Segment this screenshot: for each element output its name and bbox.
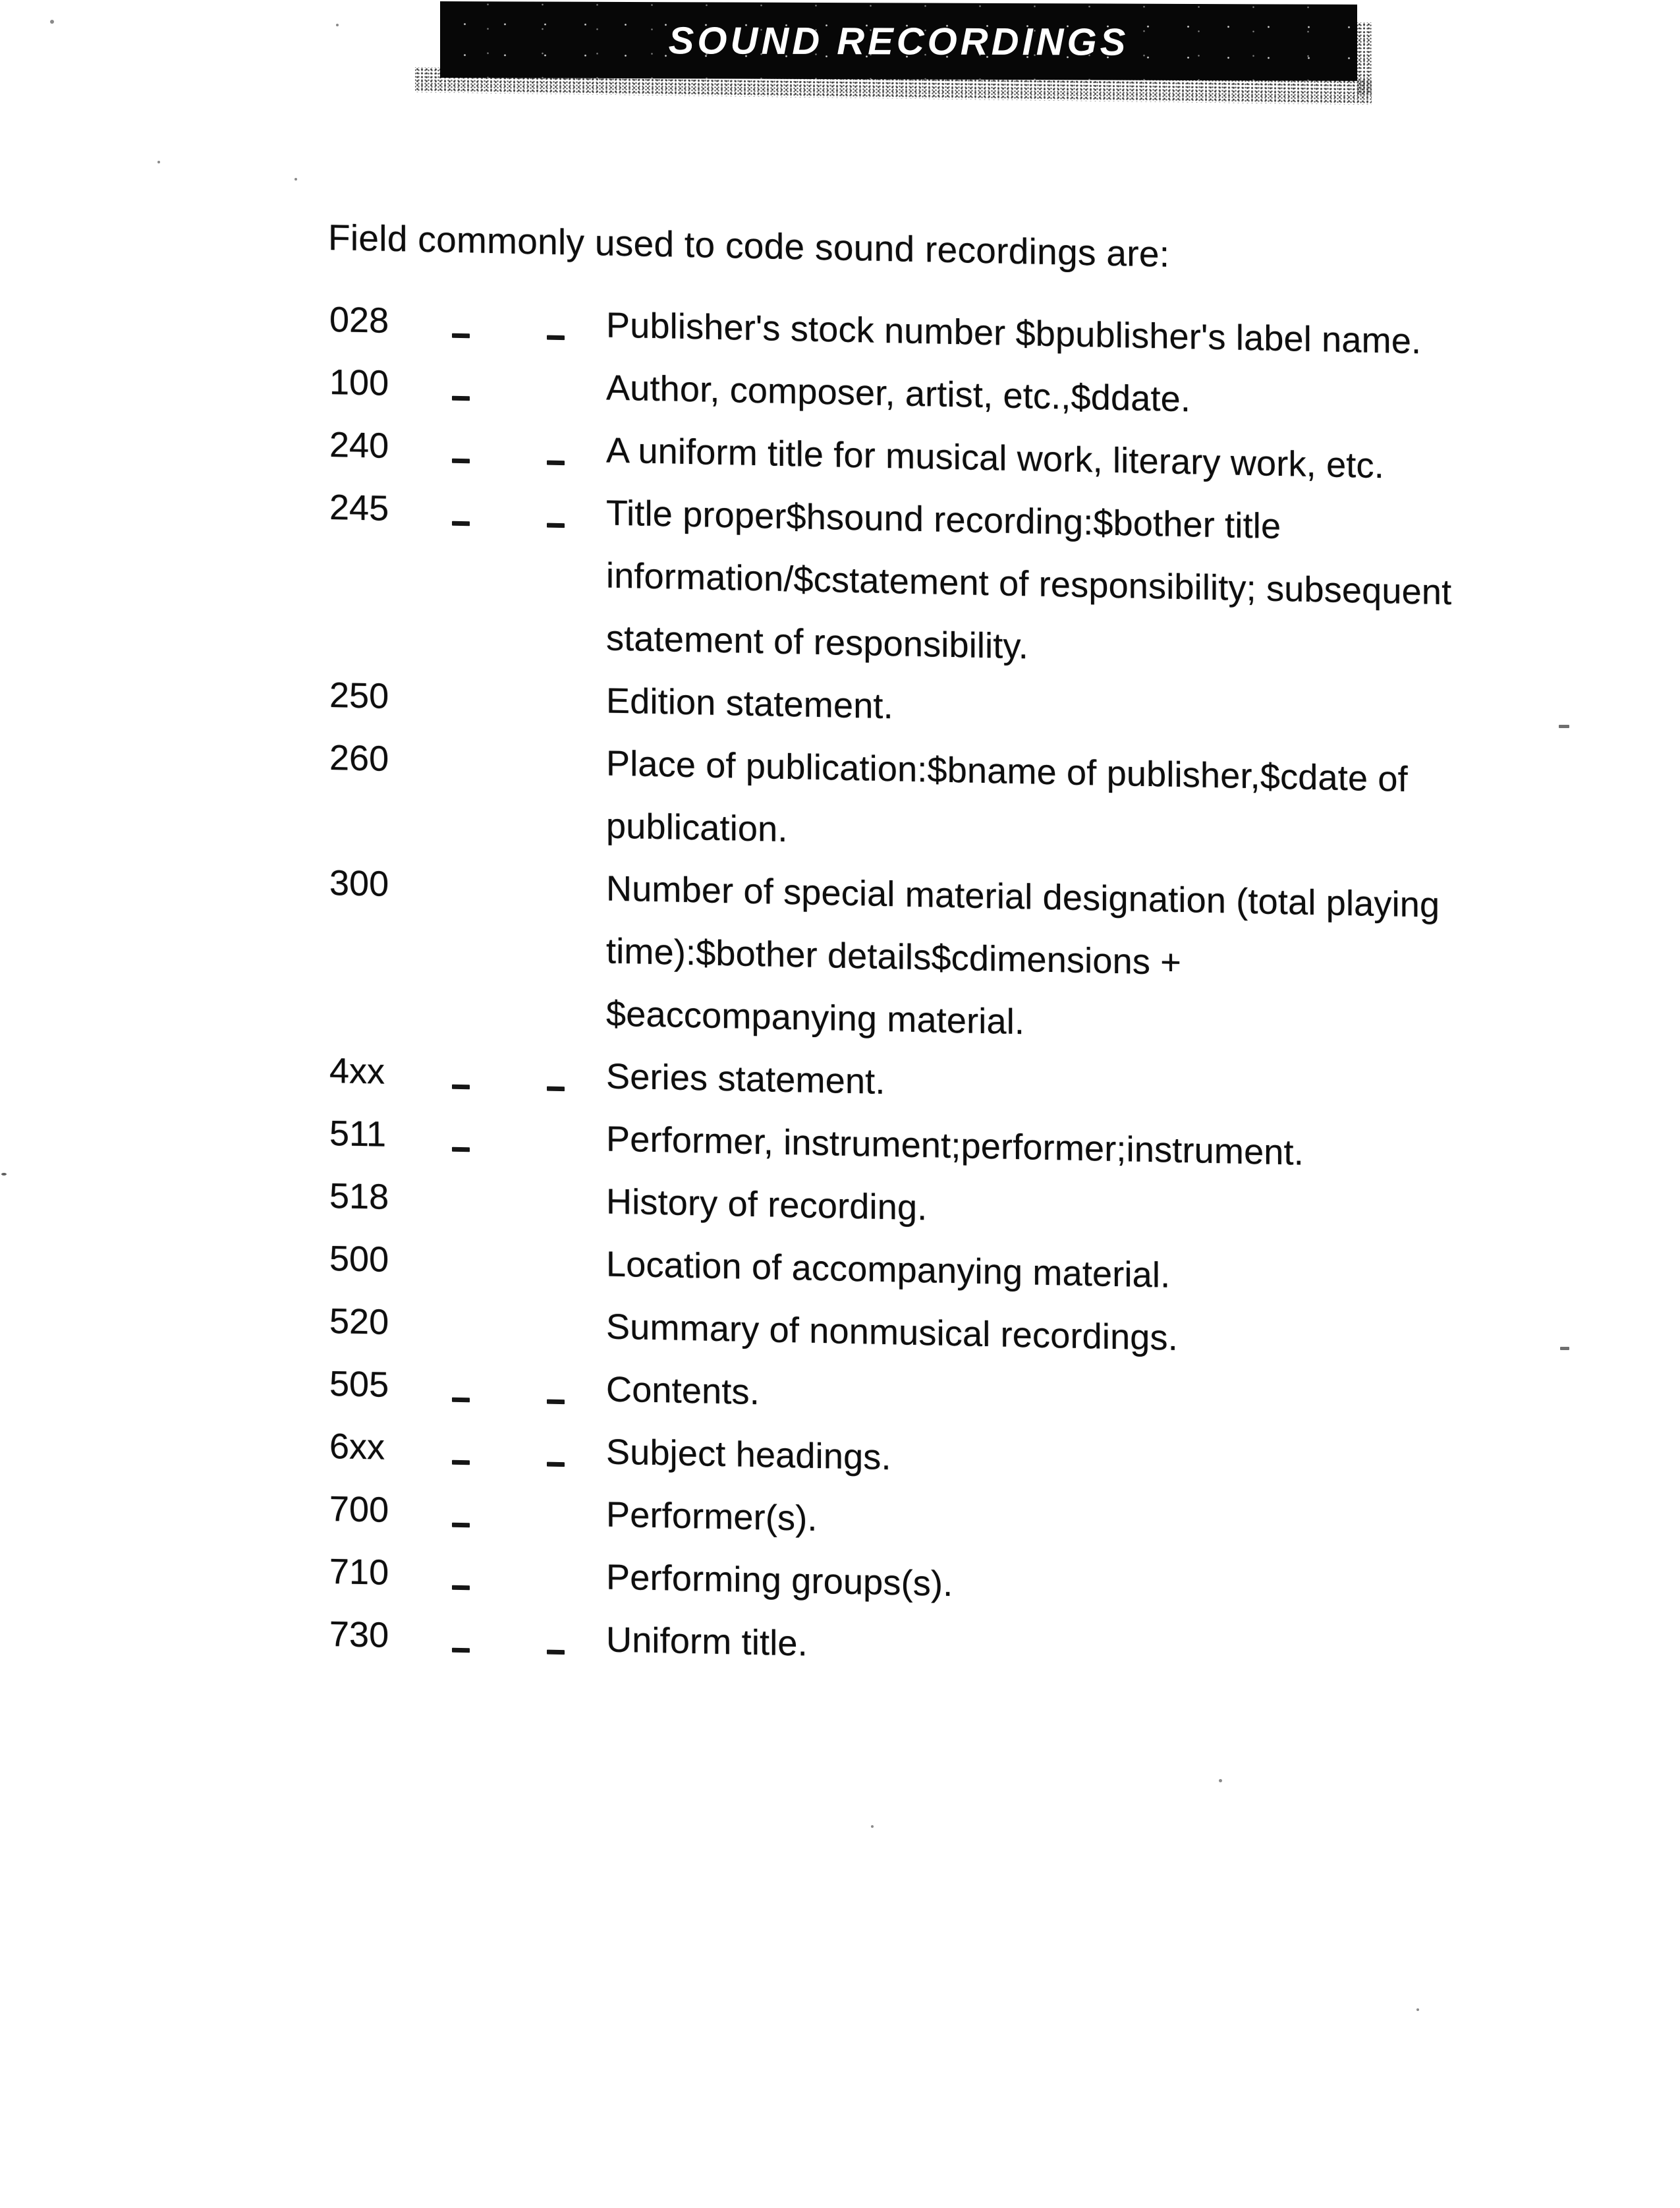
- field-description-line: Summary of nonmusical recordings.: [606, 1307, 1178, 1358]
- indicator-underscore: [452, 521, 470, 526]
- field-description-line: Location of accompanying material.: [606, 1244, 1171, 1295]
- field-description-line: A uniform title for musical work, literary work, etc.: [606, 430, 1384, 486]
- field-tag: 300: [329, 863, 389, 904]
- scan-speck: [1, 1173, 7, 1175]
- indicator-underscore: [547, 1087, 565, 1092]
- field-tag: 6xx: [329, 1427, 385, 1467]
- field-description-line: Author, composer, artist, etc.,$ddate.: [606, 368, 1191, 420]
- field-description-line: statement of responsibility.: [606, 618, 1028, 667]
- field-description-line: Contents.: [606, 1369, 760, 1413]
- field-tag: 511: [329, 1114, 387, 1154]
- indicator-underscore: [452, 1398, 470, 1403]
- field-description-line: publication.: [606, 806, 788, 850]
- indicator-underscore: [547, 523, 565, 528]
- indicator-underscore: [452, 333, 470, 339]
- field-tag: 4xx: [329, 1051, 385, 1092]
- field-description-line: Edition statement.: [606, 681, 893, 727]
- field-description-line: Series statement.: [606, 1056, 885, 1102]
- field-description-line: time):$bother details$cdimensions +: [606, 931, 1181, 982]
- scan-speck: [871, 1825, 874, 1828]
- scan-speck: [50, 20, 54, 24]
- field-tag: 100: [329, 362, 389, 403]
- field-tag: 250: [329, 675, 389, 716]
- indicator-underscore: [452, 1147, 470, 1152]
- field-description-line: Performing groups(s).: [606, 1557, 953, 1604]
- scan-speck: [336, 24, 339, 26]
- field-description-line: Performer, instrument;performer;instrument.: [606, 1119, 1304, 1173]
- field-description-line: Uniform title.: [606, 1620, 808, 1664]
- indicator-underscore: [452, 396, 470, 401]
- field-tag: 730: [329, 1614, 389, 1655]
- field-tag: 710: [329, 1552, 389, 1593]
- field-tag: 518: [329, 1176, 389, 1217]
- indicator-underscore: [452, 1085, 470, 1090]
- field-tag: 260: [329, 738, 389, 779]
- field-description-line: Subject headings.: [606, 1432, 891, 1478]
- indicator-underscore: [547, 461, 565, 466]
- field-tag: 245: [329, 488, 389, 528]
- scan-speck: [294, 178, 297, 181]
- field-tag: 028: [329, 300, 389, 341]
- scan-mark: [1560, 1347, 1569, 1350]
- scan-speck: [1416, 2008, 1419, 2011]
- indicator-underscore: [452, 1460, 470, 1465]
- field-tag: 240: [329, 425, 389, 466]
- indicator-underscore: [547, 1400, 565, 1405]
- indicator-underscore: [452, 1648, 470, 1653]
- field-description-line: Place of publication:$bname of publisher,$cdate of: [606, 743, 1408, 799]
- indicator-underscore: [452, 459, 470, 464]
- indicator-underscore: [452, 1523, 470, 1528]
- field-description-line: Publisher's stock number $bpublisher's label name.: [606, 305, 1422, 362]
- field-description-line: $eaccompanying material.: [606, 994, 1025, 1042]
- field-tag: 505: [329, 1364, 389, 1405]
- field-tag: 500: [329, 1239, 389, 1280]
- field-description-line: information/$cstatement of responsibility; subsequent: [606, 555, 1452, 613]
- field-description-line: Performer(s).: [606, 1494, 818, 1539]
- banner-title-text: SOUND RECORDINGS: [668, 18, 1129, 64]
- field-tag: 520: [329, 1301, 389, 1342]
- scan-speck: [157, 161, 160, 163]
- indicator-underscore: [547, 1462, 565, 1467]
- scan-speck: [1219, 1779, 1222, 1782]
- indicator-underscore: [452, 1585, 470, 1591]
- scan-mark: [1559, 725, 1569, 728]
- indicator-underscore: [547, 1650, 565, 1655]
- field-tag: 700: [329, 1489, 389, 1530]
- field-description-line: History of recording.: [606, 1181, 928, 1228]
- field-description-line: Number of special material designation (total playing: [606, 868, 1440, 925]
- field-description-line: Title proper$hsound recording:$bother title: [606, 493, 1281, 547]
- indicator-underscore: [547, 335, 565, 341]
- intro-text: Field commonly used to code sound recordings are:: [328, 216, 1170, 275]
